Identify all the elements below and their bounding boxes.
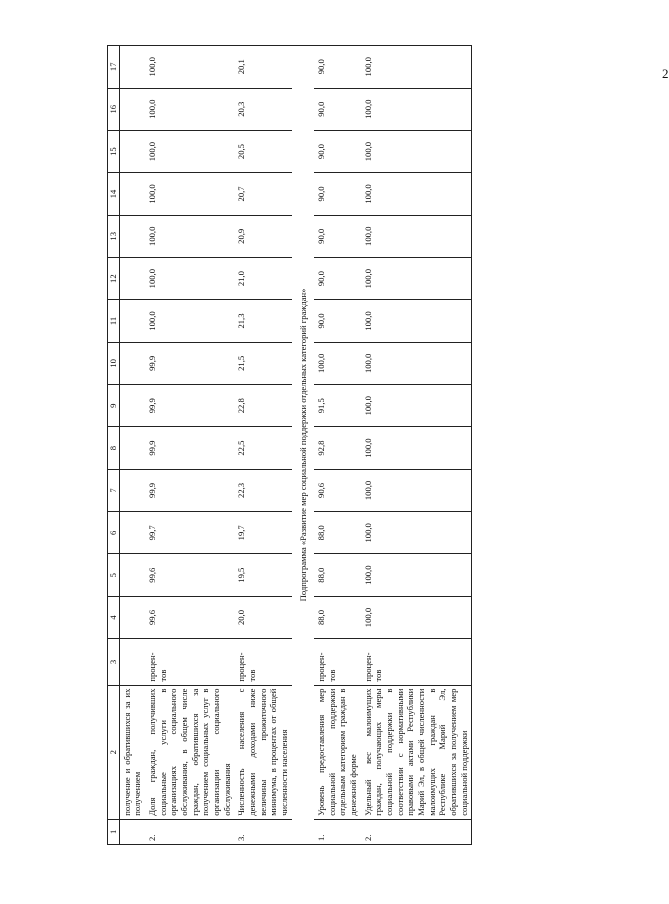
row-index: 3. (234, 819, 291, 844)
column-number-row (108, 46, 120, 845)
subprogram-row (292, 46, 315, 845)
row-value: 100,0 (361, 385, 472, 427)
column-number-9: 9 (108, 385, 120, 427)
table-row (361, 46, 472, 845)
column-number-11: 11 (108, 300, 120, 342)
column-number-15: 15 (108, 130, 120, 172)
row-value: 99,7 (145, 512, 234, 554)
row-unit: процен-тов (145, 639, 234, 685)
column-number-12: 12 (108, 257, 120, 299)
row-index (119, 819, 145, 844)
row-value: 100,0 (361, 512, 472, 554)
column-number-8: 8 (108, 427, 120, 469)
table-body (119, 46, 472, 845)
row-value: 100,0 (361, 469, 472, 511)
row-value: 100,0 (361, 300, 472, 342)
row-value: 100,0 (145, 88, 234, 130)
column-number-10: 10 (108, 342, 120, 384)
row-value: 90,0 (314, 300, 361, 342)
row-value: 21,5 (234, 342, 291, 384)
rotated-table-container (107, 45, 591, 845)
row-value: 90,0 (314, 257, 361, 299)
row-value: 20,0 (234, 596, 291, 638)
row-value: 88,0 (314, 554, 361, 596)
row-value: 20,7 (234, 173, 291, 215)
column-number-3: 3 (108, 639, 120, 685)
table-row (314, 46, 361, 845)
row-value: 92,8 (314, 427, 361, 469)
row-value: 21,3 (234, 300, 291, 342)
column-number-17: 17 (108, 46, 120, 89)
row-value: 90,0 (314, 88, 361, 130)
row-value: 90,0 (314, 46, 361, 89)
column-number-16: 16 (108, 88, 120, 130)
row-value: 100,0 (361, 427, 472, 469)
row-value: 100,0 (145, 300, 234, 342)
row-name: Доля граждан, получивших социальные услуги в организациях социального обслуживания, в общем числе граждан, обратившихся за получением социальных услуг в организации социального обслуживания (145, 685, 234, 819)
row-value: 100,0 (361, 257, 472, 299)
column-number-1: 1 (108, 819, 120, 844)
row-value: 90,0 (314, 130, 361, 172)
row-value: 22,8 (234, 385, 291, 427)
row-index: 1. (314, 819, 361, 844)
row-value: 99,9 (145, 427, 234, 469)
row-name: Уровень предоставления мер социальной поддержки отдельным категориям граждан в денежной форме (314, 685, 361, 819)
subprogram-title: Подпрограмма «Развитие мер социальной поддержки отдельных категорий граждан» (292, 46, 315, 845)
row-value: 88,0 (314, 596, 361, 638)
row-value: 100,0 (145, 46, 234, 89)
row-value: 91,5 (314, 385, 361, 427)
row-value: 100,0 (361, 215, 472, 257)
column-number-7: 7 (108, 469, 120, 511)
indicators-table (107, 45, 472, 845)
row-name: Удельный вес малоимущих граждан, получающих меры социальной поддержки в соответствии с нормативными правовыми актами Республики Марий Эл, в общей численности малоимущих граждан в Республике Марий Эл, обратившихся за получением мер социальной поддержки (361, 685, 472, 819)
row-value: 100,0 (314, 342, 361, 384)
row-value: 20,5 (234, 130, 291, 172)
row-value: 100,0 (145, 257, 234, 299)
row-value: 20,9 (234, 215, 291, 257)
row-unit: процен-тов (234, 639, 291, 685)
row-value: 100,0 (145, 215, 234, 257)
table-row (234, 46, 291, 845)
column-number-2: 2 (108, 685, 120, 819)
row-value: 99,9 (145, 469, 234, 511)
row-value: 100,0 (361, 46, 472, 89)
row-value: 90,0 (314, 215, 361, 257)
row-name: получение и обратившихся за их получением (119, 685, 145, 819)
row-value: 100,0 (361, 88, 472, 130)
row-value: 20,1 (234, 46, 291, 89)
row-value: 90,0 (314, 173, 361, 215)
column-number-14: 14 (108, 173, 120, 215)
row-value: 19,7 (234, 512, 291, 554)
row-value: 22,5 (234, 427, 291, 469)
column-number-4: 4 (108, 596, 120, 638)
row-value: 21,0 (234, 257, 291, 299)
continuation-row (119, 46, 145, 845)
row-value: 100,0 (361, 173, 472, 215)
page-number: 2 (662, 66, 669, 81)
column-number-6: 6 (108, 512, 120, 554)
row-name: Численность населения с денежными доходами ниже величины прожиточного минимума, в процентах от общей численности населения (234, 685, 291, 819)
row-value: 100,0 (145, 130, 234, 172)
row-index: 2. (145, 819, 234, 844)
row-value: 100,0 (361, 342, 472, 384)
row-value: 99,6 (145, 554, 234, 596)
column-number-13: 13 (108, 215, 120, 257)
row-value: 20,3 (234, 88, 291, 130)
column-number-5: 5 (108, 554, 120, 596)
row-value: 90,6 (314, 469, 361, 511)
table-row (145, 46, 234, 845)
row-unit: процен-тов (361, 639, 472, 685)
row-index: 2. (361, 819, 472, 844)
row-value: 100,0 (145, 173, 234, 215)
row-value: 88,0 (314, 512, 361, 554)
row-value: 100,0 (361, 554, 472, 596)
row-value: 100,0 (361, 130, 472, 172)
row-unit: процен-тов (314, 639, 361, 685)
row-value: 99,9 (145, 385, 234, 427)
row-value: 19,5 (234, 554, 291, 596)
row-value: 100,0 (361, 596, 472, 638)
row-value: 99,6 (145, 596, 234, 638)
row-value: 22,3 (234, 469, 291, 511)
row-value: 99,9 (145, 342, 234, 384)
